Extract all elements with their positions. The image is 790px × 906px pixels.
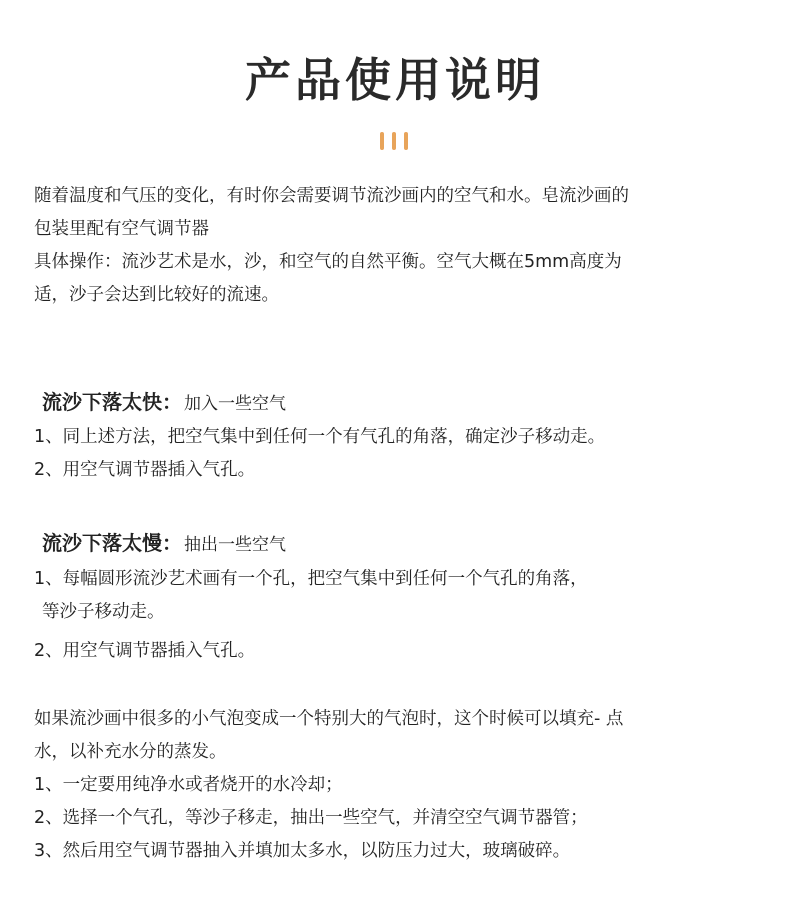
bubble-line: 水，以补充水分的蒸发。 (34, 742, 227, 762)
heading-text: 流沙下落太快： (42, 390, 182, 414)
step-item: 1、同上述方法，把空气集中到任何一个有气孔的角落，确定沙子移动走。 (34, 427, 606, 447)
intro-line: 具体操作：流沙艺术是水，沙，和空气的自然平衡。空气大概在5mm高度为 (34, 252, 622, 272)
section-heading-slow (42, 528, 286, 560)
intro-line: 包装里配有空气调节器 (34, 219, 209, 239)
divider-bar (404, 132, 408, 150)
page-title: 产品使用说明 (245, 53, 545, 107)
heading-subtitle: 抽出一些空气 (184, 535, 286, 555)
divider-bar (380, 132, 384, 150)
step-item: 3、然后用空气调节器抽入并填加太多水，以防压力过大，玻璃破碎。 (34, 841, 571, 861)
step-item: 1、一定要用纯净水或者烧开的水冷却； (34, 775, 343, 795)
step-item: 1、每幅圆形流沙艺术画有一个孔，把空气集中到任何一个气孔的角落， (34, 569, 588, 589)
step-item: 2、用空气调节器插入气孔。 (34, 460, 256, 480)
step-item: 2、用空气调节器插入气孔。 (34, 641, 256, 661)
decorative-divider (380, 132, 410, 150)
divider-bar (392, 132, 396, 150)
heading-text: 流沙下落太慢： (42, 531, 182, 555)
step-item: 2、选择一个气孔，等沙子移走，抽出一些空气，并清空空气调节器管； (34, 808, 588, 828)
intro-line: 随着温度和气压的变化，有时你会需要调节流沙画内的空气和水。皂流沙画的 (34, 186, 629, 206)
bubble-line: 如果流沙画中很多的小气泡变成一个特别大的气泡时，这个时候可以填充- 点 (34, 709, 624, 729)
bubble-paragraph (34, 703, 764, 868)
section-slow-steps (34, 563, 764, 668)
step-item: 等沙子移动走。 (42, 602, 165, 622)
intro-line: 适，沙子会达到比较好的流速。 (34, 285, 279, 305)
section-heading-fast (42, 387, 286, 419)
heading-subtitle: 加入一些空气 (184, 394, 286, 414)
intro-paragraph (34, 180, 764, 312)
section-fast-steps (34, 421, 764, 487)
